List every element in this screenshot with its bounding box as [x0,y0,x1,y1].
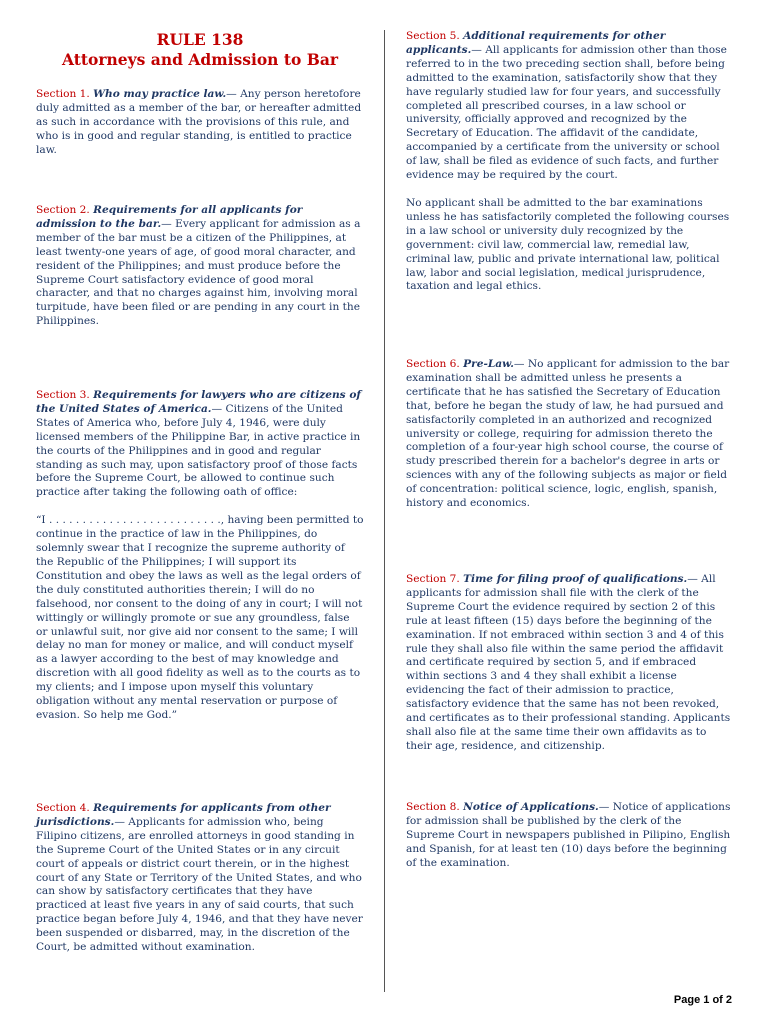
section-6 [406,358,732,511]
rule-number: RULE 138 [156,30,244,49]
section-label: Section 5. [406,30,460,42]
section-7 [406,573,732,754]
section-body: — Citizens of the United States of America who, before July 4, 1946, were duly licensed members of the Philippine Bar, in active practice in the courts of the Philippines and in good and regular standing as such may, upon satisfactory proof of those facts before the Supreme Court, be allowed to continue such practice after taking the following oath of office: [36,402,361,499]
section-label: Section 2. [36,204,90,216]
section-label: Section 4. [36,802,90,814]
section-heading: Pre-Law. [463,358,514,370]
section-label: Section 7. [406,573,460,585]
section-1 [36,88,364,158]
section-body: — No applicant for admission to the bar examination shall be admitted unless he presents a certificate that he has satisfied the Secretary of Education that, before he began the study of law, he had pursued and satisfactorily completed in an authorized and recognized university or college, requiring for admission thereto the completion of a four-year high school course, the course of study prescribed therein for a bachelor's degree in arts or sciences with any of the following subjects as major or field of concentration: political science, logic, english, spanish, history and economics. [406,358,730,510]
left-column [36,30,364,954]
section-label: Section 3. [36,389,90,401]
section-4 [36,802,364,955]
section-heading: Notice of Applications. [463,801,599,813]
page-number: Page 1 of 2 [673,994,732,1006]
section-heading: Requirements for applicants from other jurisdictions. [36,802,331,828]
section-body: — Applicants for admission who, being Filipino citizens, are enrolled attorneys in good standing in the Supreme Court of the United States or in any circuit court of appeals or district court therein, or in the highest court of any State or Territory of the United States, and who can show by satisfactory certificates that they have practiced at least five years in any of said courts, that such practice began before July 4, 1946, and that they have never been suspended or disbarred, may, in the discretion of the Court, be admitted without examination. [36,815,363,954]
section-body: — Notice of applications for admission shall be published by the clerk of the Supreme Court in newspapers published in Pilipino, English and Spanish, for at least ten (10) days before the beginning of the examination. [406,801,731,869]
document-title [36,30,364,70]
oath-text: “I . . . . . . . . . . . . . . . . . . . . . . . . . ., having been permitted to continue in the practice of law in the Philippines, do solemnly swear that I recognize the supreme authority of the Republic of the Philippines; I will support its Constitution and obey the laws as well as the legal orders of the duly constituted authorities therein; I will do no falsehood, nor consent to the doing of any in court; I will not wittingly or willingly promote or sue any groundless, false or unlawful suit, nor give aid nor consent to the same; I will delay no man for money or malice, and will conduct myself as a lawyer according to the best of may knowledge and discretion with all good fidelity as well as to the courts as to my clients; and I impose upon myself this voluntary obligation without any mental reservation or purpose of evasion. So help me God.” [36,514,364,721]
section-label: Section 1. [36,88,90,100]
section-heading: Time for filing proof of qualifications. [463,573,688,585]
section-3 [36,389,364,723]
section-paragraph: No applicant shall be admitted to the bar examinations unless he has satisfactorily completed the following courses in a law school or university duly recognized by the government: civil law, commercial law, remedial law, criminal law, public and private international law, political law, labor and social legislation, medical jurisprudence, taxation and legal ethics. [406,196,730,293]
section-body: — Any person heretofore duly admitted as a member of the bar, or hereafter admitted as such in accordance with the provisions of this rule, and who is in good and regular standing, is entitled to practice law. [36,88,362,156]
rule-title: Attorneys and Admission to Bar [61,50,339,69]
section-2 [36,204,364,329]
section-label: Section 8. [406,801,460,813]
section-heading: Requirements for all applicants for admission to the bar. [36,204,303,230]
section-label: Section 6. [406,358,460,370]
section-heading: Additional requirements for other applicants. [406,30,666,56]
section-8 [406,801,732,871]
section-heading: Requirements for lawyers who are citizens of the United States of America. [36,389,361,415]
section-body: — All applicants for admission shall file with the clerk of the Supreme Court the evidence required by section 2 of this rule at least fifteen (15) days before the beginning of the examination. If not embraced within section 3 and 4 of this rule they shall also file within the same period the affidavit and certificate required by section 5, and if embraced within sections 3 and 4 they shall exhibit a license evidencing the fact of their admission to practice, satisfactory evidence that the same has not been revoked, and certificates as to their professional standing. Applicants shall also file at the same time their own affidavits as to their age, residence, and citizenship. [406,573,731,752]
section-heading: Who may practice law. [93,88,227,100]
section-5 [406,30,732,294]
column-divider [384,30,385,992]
section-body: — Every applicant for admission as a member of the bar must be a citizen of the Philippines, at least twenty-one years of age, of good moral character, and resident of the Philippines; and must produce before the Supreme Court satisfactory evidence of good moral character, and that no charges against him, involving moral turpitude, have been filed or are pending in any court in the Philippines. [36,217,361,328]
section-body: — All applicants for admission other than those referred to in the two preceding section shall, before being admitted to the examination, satisfactorily show that they have regularly studied law for four years, and successfully completed all prescribed courses, in a law school or university, officially approved and recognized by the Secretary of Education. The affidavit of the candidate, accompanied by a certificate from the university or school of law, shall be filed as evidence of such facts, and further evidence may be required by the court. [406,43,727,182]
